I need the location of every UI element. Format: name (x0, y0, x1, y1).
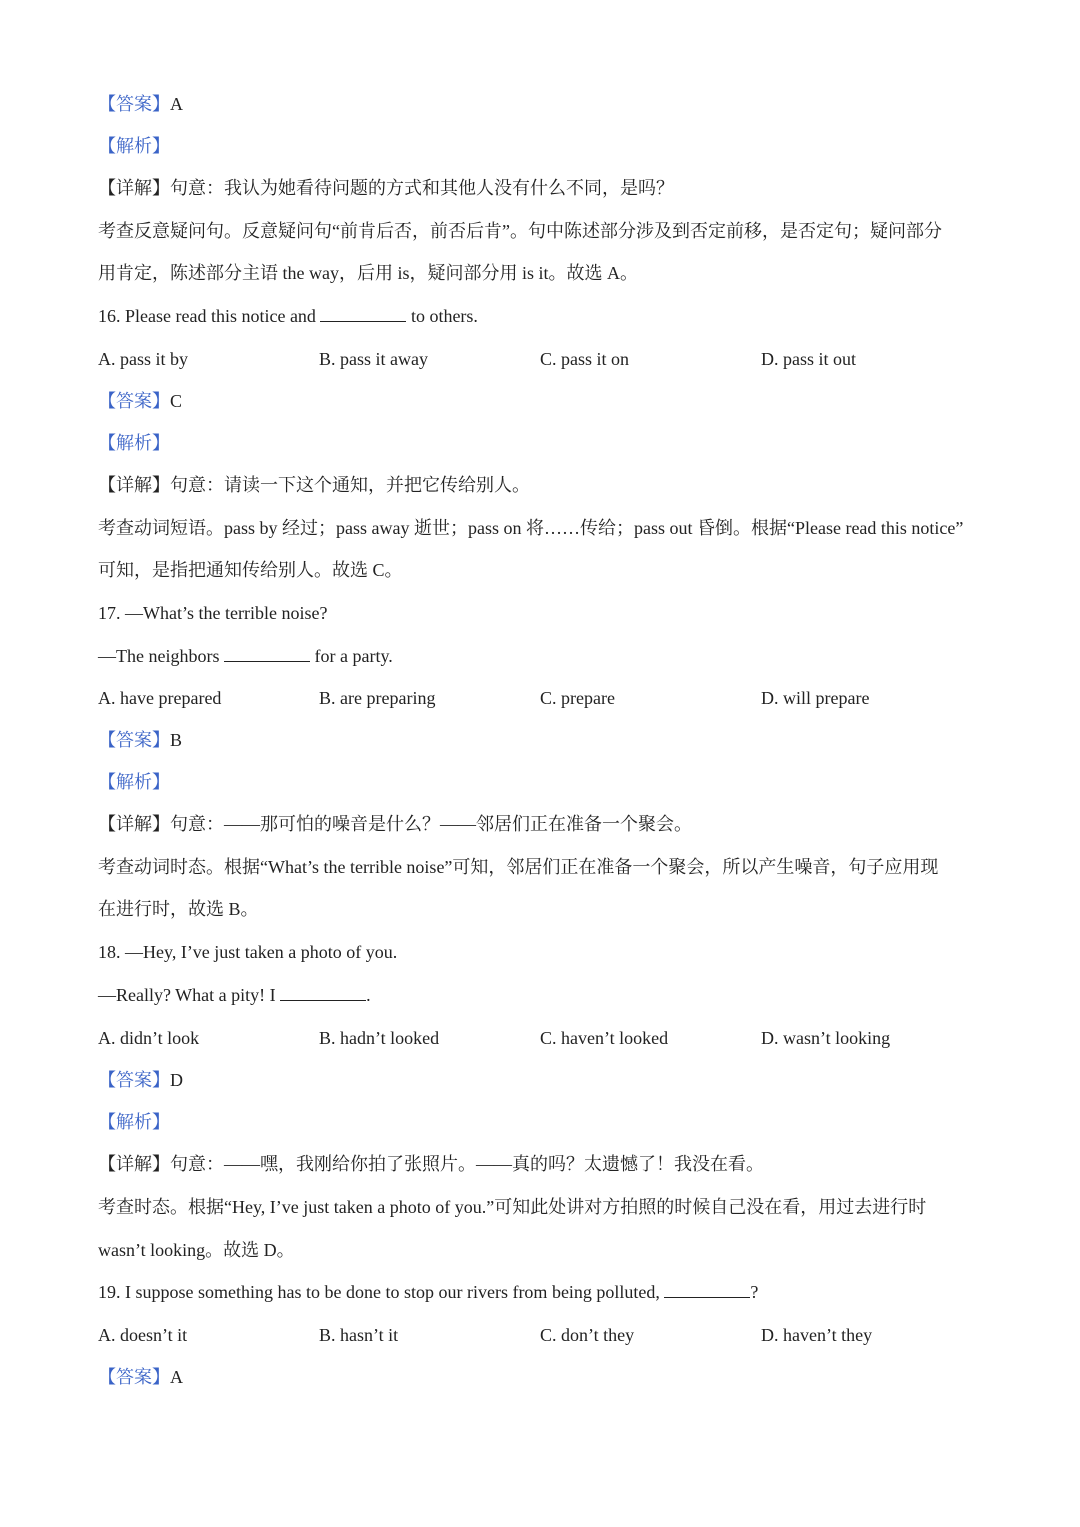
answer-value: C (170, 391, 183, 411)
q19-answer-line (98, 1365, 988, 1389)
answer-value: D (170, 1070, 183, 1090)
detail-tag: 【详解】 (98, 178, 170, 198)
detail-tag: 【详解】 (98, 475, 170, 495)
q17-stem-line-1: 17. —What’s the terrible noise? (98, 603, 328, 623)
answer-tag: 【答案】 (98, 94, 170, 114)
stem-text: —The neighbors (98, 646, 220, 666)
detail-tag: 【详解】 (98, 814, 170, 834)
q18-stem-line-1: 18. —Hey, I’ve just taken a photo of you. (98, 942, 398, 962)
detail-text: 句意：我认为她看待问题的方式和其他人没有什么不同，是吗？ (170, 178, 674, 198)
q18-explain-line-2: wasn’t looking。故选 D。 (98, 1240, 295, 1260)
q17-explain-line-1: 考查动词时态。根据“What’s the terrible noise”可知，邻居们正在准备一个聚会，所以产生噪音，句子应用现 (98, 857, 939, 877)
q19-option-a: A. doesn’t it (98, 1325, 188, 1345)
q19-option-d: D. haven’t they (761, 1325, 873, 1345)
stem-text: 19. I suppose something has to be done to stop our rivers from being polluted, (98, 1282, 660, 1302)
q17-detail-line (98, 812, 988, 836)
q15-detail-line (98, 176, 988, 200)
q15-analysis-line (98, 134, 988, 158)
answer-value: B (170, 730, 183, 750)
q18-option-a: A. didn’t look (98, 1028, 200, 1048)
answer-tag: 【答案】 (98, 1367, 170, 1387)
stem-text: 16. Please read this notice and (98, 306, 316, 326)
stem-text: ? (750, 1282, 759, 1302)
detail-text: 句意：——那可怕的噪音是什么？——邻居们正在准备一个聚会。 (170, 814, 692, 834)
stem-text: to others. (410, 306, 478, 326)
q19-option-b: B. hasn’t it (319, 1325, 399, 1345)
q18-analysis-line (98, 1110, 988, 1134)
stem-text: for a party. (314, 646, 393, 666)
analysis-tag: 【解析】 (98, 136, 170, 156)
q18-option-c: C. haven’t looked (540, 1028, 669, 1048)
q18-explain-line-1: 考查时态。根据“Hey, I’ve just taken a photo of you.”可知此处讲对方拍照的时候自己没在看，用过去进行时 (98, 1197, 927, 1217)
answer-value: A (170, 1367, 183, 1387)
q16-detail-line (98, 473, 988, 497)
analysis-tag: 【解析】 (98, 772, 170, 792)
q16-option-b: B. pass it away (319, 349, 428, 369)
q17-option-c: C. prepare (540, 688, 615, 708)
q17-option-d: D. will prepare (761, 688, 870, 708)
stem-text: . (366, 985, 371, 1005)
q17-option-a: A. have prepared (98, 688, 222, 708)
q16-explain-line-2: 可知，是指把通知传给别人。故选 C。 (98, 560, 403, 580)
detail-text: 句意：请读一下这个通知，并把它传给别人。 (170, 475, 530, 495)
q17-stem-line-2 (98, 644, 988, 668)
answer-value: A (170, 94, 183, 114)
answer-blank (224, 645, 310, 662)
answer-tag: 【答案】 (98, 1070, 170, 1090)
q17-answer-line (98, 728, 988, 752)
answer-tag: 【答案】 (98, 391, 170, 411)
answer-tag: 【答案】 (98, 730, 170, 750)
analysis-tag: 【解析】 (98, 1112, 170, 1132)
q16-option-d: D. pass it out (761, 349, 857, 369)
q18-option-b: B. hadn’t looked (319, 1028, 440, 1048)
detail-tag: 【详解】 (98, 1154, 170, 1174)
answer-blank (664, 1281, 750, 1298)
detail-text: 句意：——嘿，我刚给你拍了张照片。——真的吗？太遗憾了！我没在看。 (170, 1154, 764, 1174)
q16-analysis-line (98, 431, 988, 455)
q18-detail-line (98, 1152, 988, 1176)
q19-option-c: C. don’t they (540, 1325, 635, 1345)
q17-option-b: B. are preparing (319, 688, 436, 708)
answer-blank (280, 984, 366, 1001)
q16-explain-line-1: 考查动词短语。pass by 经过；pass away 逝世；pass on 将……传给；pass out 昏倒。根据“Please read this notice” (98, 518, 964, 538)
answer-blank (320, 305, 406, 322)
stem-text: —Really? What a pity! I (98, 985, 276, 1005)
q16-option-a: A. pass it by (98, 349, 188, 369)
q16-option-c: C. pass it on (540, 349, 630, 369)
q16-stem (98, 304, 988, 328)
q18-answer-line (98, 1068, 988, 1092)
q18-option-d: D. wasn’t looking (761, 1028, 891, 1048)
q18-stem-line-2 (98, 983, 988, 1007)
q15-answer-line (98, 92, 988, 116)
q15-explain-line-1: 考查反意疑问句。反意疑问句“前肯后否，前否后肯”。句中陈述部分涉及到否定前移，是否定句；疑问部分 (98, 221, 942, 241)
q15-explain-line-2: 用肯定，陈述部分主语 the way，后用 is，疑问部分用 is it。故选 A。 (98, 263, 638, 283)
q19-stem (98, 1280, 988, 1304)
q16-answer-line (98, 389, 988, 413)
q17-explain-line-2: 在进行时，故选 B。 (98, 899, 259, 919)
q17-analysis-line (98, 770, 988, 794)
analysis-tag: 【解析】 (98, 433, 170, 453)
